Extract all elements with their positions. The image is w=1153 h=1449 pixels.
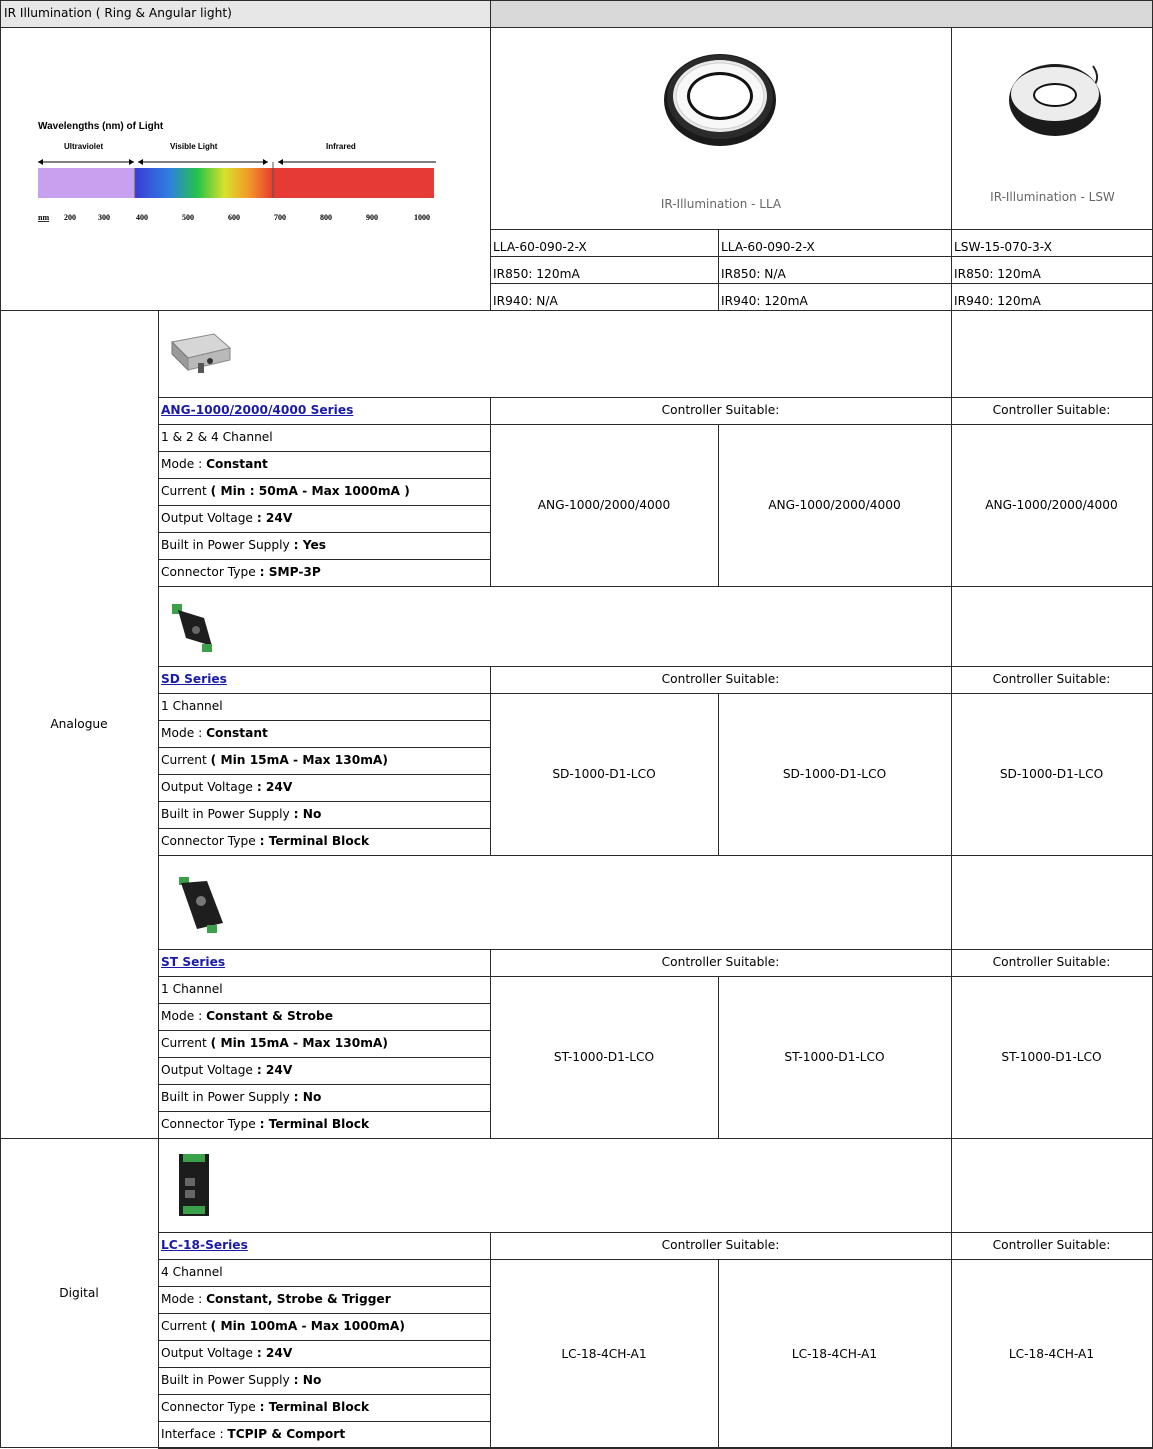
spectrum-tick-label: 700 [274,213,286,222]
suitable-controller-model: LC-18-4CH-A1 [1008,1346,1095,1361]
spec-label: Current [161,484,211,498]
suitable-controller-model: SD-1000-D1-LCO [782,767,887,781]
controller-series-link[interactable]: ST Series [161,955,226,969]
controller-spec-row [161,424,273,451]
spectrum-tick-label: 500 [182,213,194,222]
spectrum-tick-label: 800 [320,213,332,222]
grid-line [158,976,1153,977]
controller-series-link[interactable]: ANG-1000/2000/4000 Series [161,403,354,417]
grid-line [951,27,952,311]
product-model: LSW-15-070-3-X [954,240,1052,254]
spec-value: Constant [206,726,268,740]
ang-controller-image [168,330,232,376]
grid-line [158,424,1153,425]
grid-line [951,586,952,856]
spec-value: Constant & Strobe [206,1009,333,1023]
spec-label: 4 Channel [161,1265,223,1279]
suitable-controller-model: ANG-1000/2000/4000 [768,498,901,512]
grid-line [951,855,952,1139]
grid-line [158,310,159,1448]
controller-spec-row [161,774,292,801]
grid-line [718,229,719,311]
sd-controller-image [168,600,218,656]
grid-line [951,310,952,587]
spectrum-tick-label: 200 [64,213,76,222]
product-caption-lsw: IR-Illumination - LSW [990,190,1115,204]
spectrum-tick-label: 1000 [414,213,430,222]
product-caption-lla: IR-Illumination - LLA [660,197,782,211]
controller-suitable-label: Controller Suitable: [992,1238,1111,1252]
spec-value: : Terminal Block [259,1117,370,1131]
controller-series-link[interactable]: SD Series [161,672,227,686]
controller-spec-row [161,1367,321,1394]
suitable-controller-model: ANG-1000/2000/4000 [537,498,671,512]
spec-label: Output Voltage [161,1063,257,1077]
spec-label: Mode : [161,726,207,740]
suitable-controller-model: ST-1000-D1-LCO [1001,1050,1102,1064]
spec-label: Built in Power Supply [161,538,294,552]
spec-value: : 24V [256,780,293,794]
controller-spec-row [161,532,326,559]
spectrum-tick-label: 400 [136,213,148,222]
controller-spec-row [161,976,223,1003]
controller-spec-row [161,1313,405,1340]
band-infrared: Infrared [326,142,356,151]
grid-line [951,1138,952,1449]
spec-label: Built in Power Supply [161,1373,294,1387]
spec-value: ( Min 15mA - Max 130mA) [210,1036,388,1050]
spec-label: Mode : [161,1292,207,1306]
controller-spec-row [161,1259,223,1286]
spec-value: : No [293,807,322,821]
spectrum-title: Wavelengths (nm) of Light [38,121,164,132]
grid-line [158,1259,1153,1260]
product-ir850: IR850: N/A [721,267,786,281]
spec-label: Current [161,1036,211,1050]
spec-value: : 24V [256,1346,293,1360]
product-ir940: IR940: 120mA [954,294,1041,308]
spec-value: ( Min 15mA - Max 130mA) [210,753,388,767]
spec-value: : No [293,1373,322,1387]
suitable-controller-model: ST-1000-D1-LCO [553,1050,655,1064]
grid-line [0,0,1153,1]
sheet-title: IR Illumination ( Ring & Angular light) [4,6,232,20]
spec-value: : SMP-3P [259,565,321,579]
controller-spec-row [161,1421,345,1448]
controller-suitable-label: Controller Suitable: [661,403,780,417]
controller-spec-row [161,451,268,478]
spec-value: : 24V [256,1063,293,1077]
spec-value: ( Min 100mA - Max 1000mA) [210,1319,405,1333]
controller-spec-row [161,828,369,855]
grid-line [490,229,1153,230]
ring-light-lla-image [660,50,780,150]
spec-label: Connector Type [161,1400,260,1414]
controller-suitable-label: Controller Suitable: [661,955,780,969]
spec-value: ( Min : 50mA - Max 1000mA ) [210,484,410,498]
spectrum-tick-label: 600 [228,213,240,222]
spec-label: Current [161,753,211,767]
spec-label: Output Voltage [161,780,257,794]
spectrum-tick-label: 900 [366,213,378,222]
controller-spec-row [161,801,321,828]
grid-line [0,27,1153,28]
controller-spec-row [161,559,321,586]
spec-value: Constant [206,457,268,471]
spec-label: 1 Channel [161,699,223,713]
spec-label: Built in Power Supply [161,1090,294,1104]
spec-label: 1 & 2 & 4 Channel [161,430,273,444]
spec-value: : Terminal Block [259,834,370,848]
band-visible: Visible Light [170,142,218,151]
spec-label: Built in Power Supply [161,807,294,821]
sheet-title-cell-right [490,0,1153,27]
product-ir940: IR940: 120mA [721,294,808,308]
controller-suitable-label: Controller Suitable: [661,672,780,686]
controller-spec-row [161,478,410,505]
category-digital: Digital [59,1286,99,1300]
grid-line [490,283,1153,284]
product-model: LLA-60-090-2-X [493,240,587,254]
lc18-controller-image [175,1152,215,1220]
controller-spec-row [161,720,268,747]
controller-suitable-label: Controller Suitable: [992,403,1111,417]
grid-line [158,1138,1153,1139]
wavelength-spectrum-image [30,112,450,232]
spec-label: Current [161,1319,211,1333]
grid-line [490,0,491,311]
suitable-controller-model: ST-1000-D1-LCO [784,1050,885,1064]
category-analogue: Analogue [50,717,108,731]
controller-series-link[interactable]: LC-18-Series [161,1238,248,1252]
spec-label: Connector Type [161,565,260,579]
controller-spec-row [161,1286,391,1313]
spec-value: : No [293,1090,322,1104]
controller-spec-row [161,1111,369,1138]
grid-line [490,256,1153,257]
spec-label: Output Voltage [161,511,257,525]
spec-label: Connector Type [161,1117,260,1131]
suitable-controller-model: LC-18-4CH-A1 [791,1346,878,1361]
spectrum-tick-label: 300 [98,213,110,222]
spec-label: Interface : [161,1427,228,1441]
grid-line [158,586,1153,587]
spec-value: TCPIP & Comport [227,1427,346,1441]
controller-spec-row [161,693,223,720]
controller-suitable-label: Controller Suitable: [992,955,1111,969]
suitable-controller-model: ANG-1000/2000/4000 [985,498,1118,512]
suitable-controller-model: SD-1000-D1-LCO [552,767,656,781]
spec-value: Constant, Strobe & Trigger [206,1292,391,1306]
product-ir850: IR850: 120mA [493,267,580,281]
ring-light-lsw-image [1005,58,1105,138]
controller-spec-row [161,747,388,774]
grid-line [158,855,1153,856]
controller-suitable-label: Controller Suitable: [992,672,1111,686]
suitable-controller-model: LC-18-4CH-A1 [561,1346,647,1361]
spec-label: Output Voltage [161,1346,257,1360]
controller-spec-row [161,1003,333,1030]
controller-spec-row [161,1340,292,1367]
controller-spec-row [161,505,292,532]
spec-label: Mode : [161,1009,207,1023]
product-ir940: IR940: N/A [493,294,558,308]
grid-line [158,693,1153,694]
axis-unit: nm [38,213,50,222]
spec-value: : Yes [293,538,326,552]
st-controller-image [175,875,229,937]
product-model: LLA-60-090-2-X [721,240,815,254]
product-ir850: IR850: 120mA [954,267,1041,281]
controller-spec-row [161,1084,321,1111]
band-ultraviolet: Ultraviolet [64,142,104,151]
suitable-controller-model: SD-1000-D1-LCO [999,767,1104,781]
spec-label: 1 Channel [161,982,223,996]
spec-value: : Terminal Block [259,1400,370,1414]
spec-label: Connector Type [161,834,260,848]
controller-spec-row [161,1057,292,1084]
spec-value: : 24V [256,511,293,525]
controller-suitable-label: Controller Suitable: [661,1238,780,1252]
controller-spec-row [161,1030,388,1057]
controller-spec-row [161,1394,369,1421]
spec-label: Mode : [161,457,207,471]
